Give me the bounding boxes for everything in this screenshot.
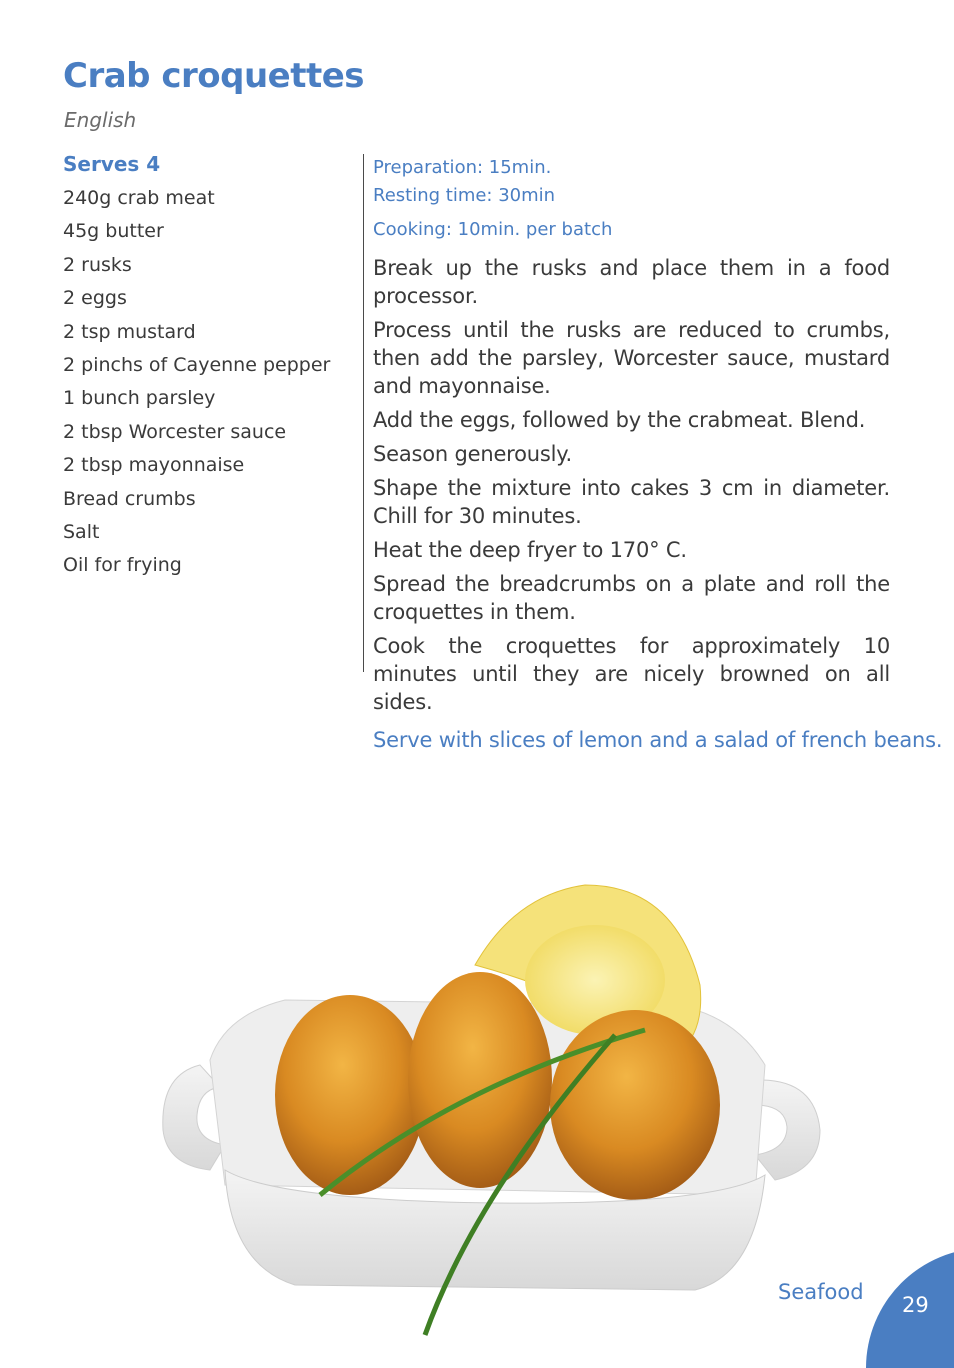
page-number: 29 <box>902 1293 929 1317</box>
method-step: Break up the rusks and place them in a food processor. <box>373 256 890 308</box>
method-step: Heat the deep fryer to 170° C. <box>373 538 687 562</box>
method-steps <box>373 254 890 716</box>
language-label: English <box>64 108 137 132</box>
section-label: Seafood <box>778 1280 864 1304</box>
ingredient-item: 2 tsp mustard <box>63 320 196 343</box>
ingredient-item: 45g butter <box>63 220 164 243</box>
page-title: Crab croquettes <box>63 56 365 96</box>
ingredient-item: 2 tbsp mayonnaise <box>63 454 245 477</box>
method-step: Shape the mixture into cakes 3 cm in diameter. Chill for 30 minutes. <box>373 476 890 528</box>
ingredient-item: Oil for frying <box>63 554 182 577</box>
ingredient-item: 1 bunch parsley <box>63 387 216 410</box>
method-column <box>363 154 943 752</box>
method-step: Process until the rusks are reduced to crumbs, then add the parsley, Worcester sauce, mustard and mayonnaise. <box>373 318 890 398</box>
method-step: Season generously. <box>373 442 572 466</box>
ingredient-item: Salt <box>63 521 100 544</box>
preparation-time: Preparation: 15min. <box>373 157 552 178</box>
resting-time: Resting time: 30min <box>373 185 556 206</box>
croquettes-illustration <box>115 865 857 1336</box>
ingredient-item: 240g crab meat <box>63 187 215 209</box>
ingredient-item: 2 pinchs of Cayenne pepper <box>63 354 331 377</box>
ingredient-item: 2 tbsp Worcester sauce <box>63 420 287 443</box>
croquettes-photo <box>115 865 857 1336</box>
method-step: Cook the croquettes for approximately 10 minutes until they are nicely browned on all sides. <box>373 634 890 714</box>
cooking-time: Cooking: 10min. per batch <box>373 219 613 240</box>
serves-heading: Serves 4 <box>63 152 161 176</box>
ingredients-column <box>63 152 353 583</box>
serving-tip: Serve with slices of lemon and a salad of french beans. <box>373 728 943 752</box>
ingredient-item: 2 rusks <box>63 253 132 276</box>
method-step: Add the eggs, followed by the crabmeat. Blend. <box>373 408 866 432</box>
ingredient-item: Bread crumbs <box>63 487 196 510</box>
ingredient-list <box>63 182 353 583</box>
method-step: Spread the breadcrumbs on a plate and roll the croquettes in them. <box>373 572 890 624</box>
ingredient-item: 2 eggs <box>63 287 127 310</box>
